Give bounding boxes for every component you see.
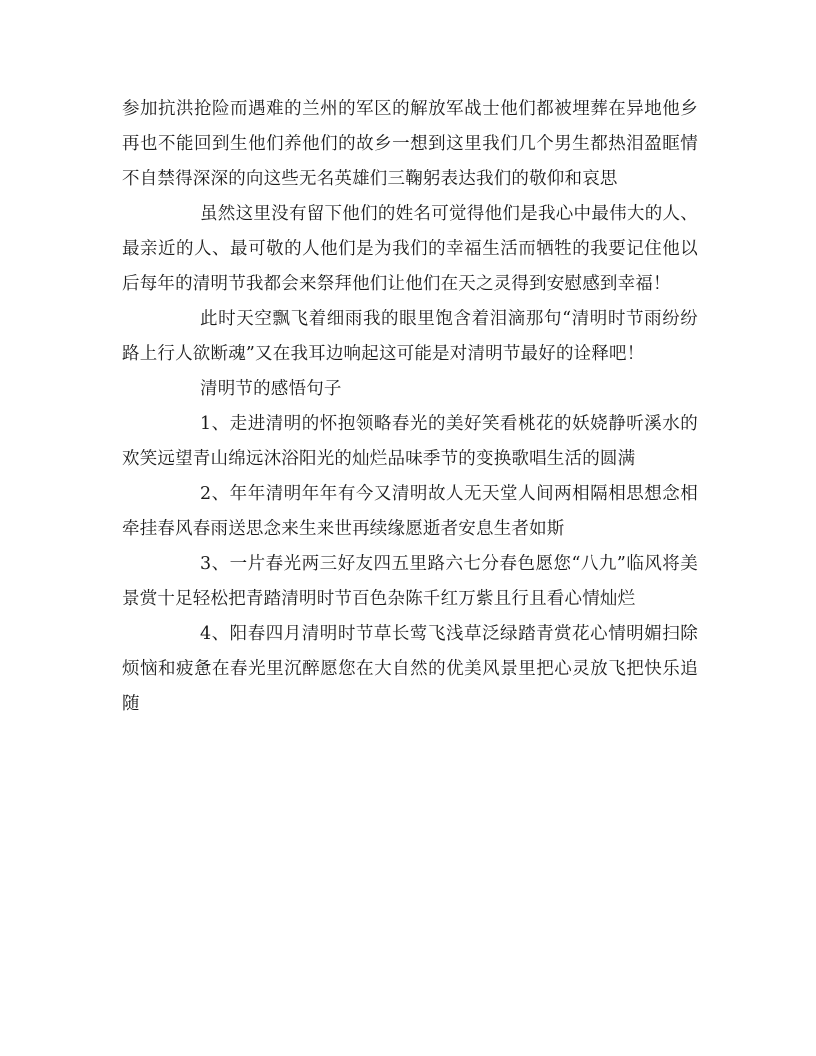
document-body xyxy=(122,92,698,722)
list-item-2: 2、年年清明年年有今又清明故人无天堂人间两相隔相思想念相牵挂春风春雨送思念来生来世再续缘愿逝者安息生者如斯 xyxy=(122,484,698,539)
paragraph-remember-heroes: 虽然这里没有留下他们的姓名可觉得他们是我心中最伟大的人、最亲近的人、最可敬的人他们是为我们的幸福生活而牺牲的我要记住他以后每年的清明节我都会来祭拜他们让他们在天之灵得到安慰感到幸福！ xyxy=(122,204,698,294)
list-item-4: 4、阳春四月清明时节草长莺飞浅草泛绿踏青赏花心情明媚扫除烦恼和疲惫在春光里沉醉愿您在大自然的优美风景里把心灵放飞把快乐追随 xyxy=(122,624,698,714)
list-item-1: 1、走进清明的怀抱领略春光的美好笑看桃花的妖娆静听溪水的欢笑远望青山绵远沐浴阳光的灿烂品味季节的变换歌唱生活的圆满 xyxy=(122,414,698,469)
section-heading: 清明节的感悟句子 xyxy=(200,379,342,399)
list-item-3: 3、一片春光两三好友四五里路六七分春色愿您“八九”临风将美景赏十足轻松把青踏清明时节百色杂陈千红万紫且行且看心情灿烂 xyxy=(122,554,698,609)
paragraph-memorial-soldiers: 参加抗洪抢险而遇难的兰州的军区的解放军战士他们都被埋葬在异地他乡再也不能回到生他们养他们的故乡一想到这里我们几个男生都热泪盈眶情不自禁得深深的向这些无名英雄们三鞠躬表达我们的敬仰和哀思 xyxy=(122,99,698,189)
paragraph-drizzle-poem: 此时天空飘飞着细雨我的眼里饱含着泪滴那句“清明时节雨纷纷路上行人欲断魂”又在我耳边响起这可能是对清明节最好的诠释吧！ xyxy=(122,309,698,364)
